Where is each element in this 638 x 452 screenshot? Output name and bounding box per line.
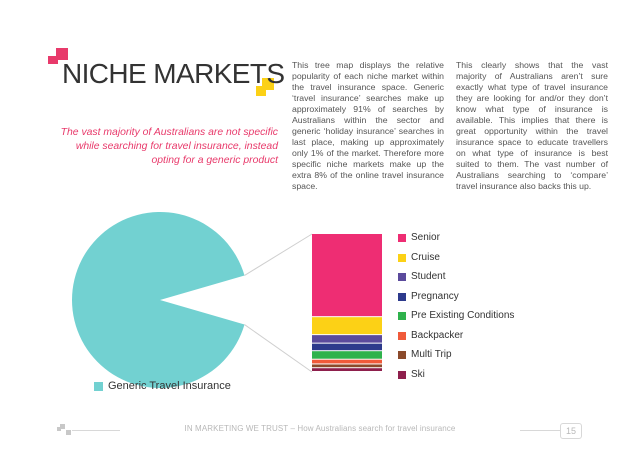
bar-segment-pregnancy (312, 344, 382, 351)
legend-label: Pre Existing Conditions (411, 310, 515, 321)
legend-label: Multi Trip (411, 349, 452, 360)
legend-swatch (398, 312, 406, 320)
bar-segment-ski (312, 368, 382, 371)
pie-legend-swatch (94, 382, 103, 391)
pie-slice-generic (72, 212, 245, 388)
bar-segment-multi-trip (312, 364, 382, 367)
footer-logo-icon (56, 423, 72, 437)
legend-swatch (398, 351, 406, 359)
page-title: NICHE MARKETS (62, 58, 285, 89)
bar-segment-student (312, 335, 382, 343)
bar-segment-pre-existing-conditions (312, 351, 382, 359)
legend-label: Student (411, 271, 446, 282)
legend-swatch (398, 332, 406, 340)
legend-swatch (398, 273, 406, 281)
legend-swatch (398, 293, 406, 301)
bar-segment-cruise (312, 317, 382, 334)
body-text-column-1: This tree map displays the relative popularity of each niche market within the travel insurance space. Generic ‘travel insurance’ searches make up approximately 91% of searches by Australians within the sector and generic ‘holiday insurance’ searches in last place, making up approximately only 1% of the market. Therefore more specific niche markets make up the extra 8% of the online travel insurance space. (292, 60, 444, 191)
pie-legend-label: Generic Travel Insurance (108, 380, 231, 392)
page-number: 15 (560, 423, 582, 439)
bar-segment-backpacker (312, 360, 382, 364)
footer-text: IN MARKETING WE TRUST – How Australians search for travel insurance (120, 424, 520, 433)
legend-label: Cruise (411, 251, 440, 263)
bar-segment-senior (312, 234, 382, 316)
legend-swatch (398, 371, 406, 379)
body-text-column-2: This clearly shows that the vast majority of Australians aren’t sure exactly what type of travel insurance they are looking for and/or they don’t know what type of insurance is available. This implies that there is great opportunity within the travel insurance space to educate travellers on what type of insurance is best suited to them. The vast number of Australians searching to ‘compare’ travel insurance also backs this up. (456, 60, 608, 191)
legend-label: Pregnancy (411, 290, 459, 302)
legend-label: Senior (411, 232, 440, 243)
footer-logo-glyph (56, 423, 72, 437)
legend-swatch (398, 234, 406, 242)
legend-swatch (398, 254, 406, 262)
legend-label: Ski (411, 368, 425, 380)
legend-label: Backpacker (411, 329, 464, 341)
page-subtitle: The vast majority of Australians are not specific while searching for travel insurance, instead opting for a generic product (60, 127, 278, 166)
